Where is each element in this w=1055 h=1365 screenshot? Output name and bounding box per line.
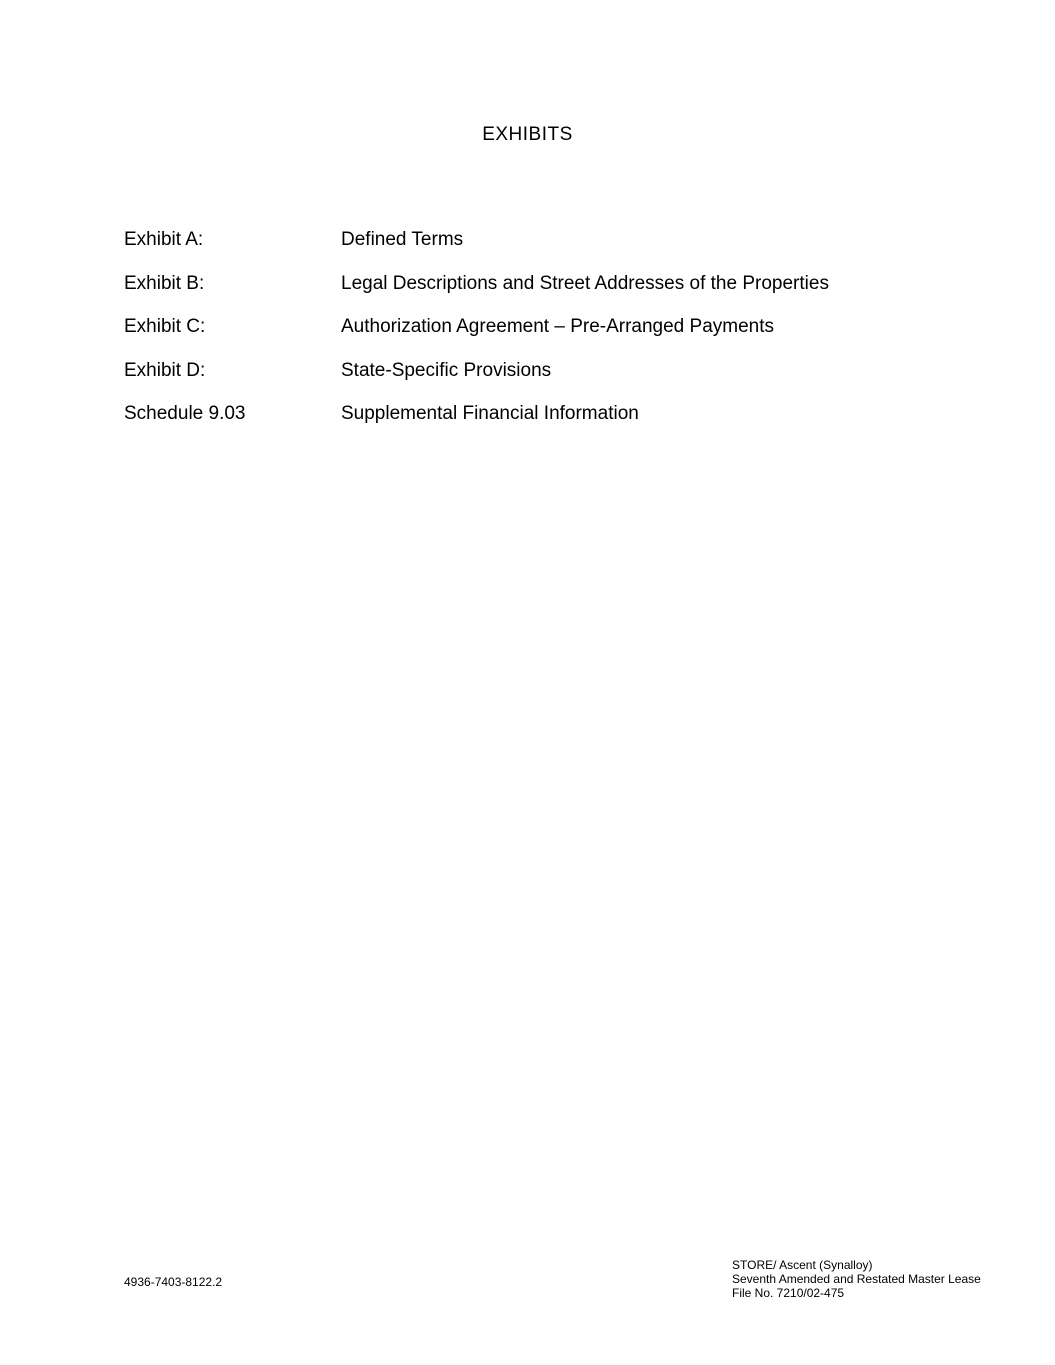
exhibit-label: Exhibit A:: [124, 229, 204, 250]
exhibit-row-schedule-9-03: [124, 402, 984, 446]
footer-line-file-number: File No. 7210/02-475: [732, 1286, 845, 1300]
footer-info: [732, 1258, 981, 1300]
exhibit-description: Authorization Agreement – Pre-Arranged Payments: [341, 316, 775, 337]
exhibit-description: State-Specific Provisions: [341, 359, 552, 381]
exhibit-label: Exhibit D:: [124, 359, 206, 381]
footer-line-parties: STORE/ Ascent (Synalloy): [732, 1258, 873, 1272]
exhibit-label: Exhibit B:: [124, 272, 205, 294]
exhibit-description: Defined Terms: [341, 229, 464, 250]
exhibit-row-b: [124, 272, 984, 316]
exhibit-description: Legal Descriptions and Street Addresses of the Properties: [341, 272, 829, 294]
exhibit-description: Supplemental Financial Information: [341, 403, 639, 424]
exhibit-label: Exhibit C:: [124, 316, 206, 337]
exhibit-row-d: [124, 359, 984, 403]
footer-document-id: 4936-7403-8122.2: [124, 1275, 223, 1289]
exhibit-list: [124, 228, 984, 446]
exhibit-label: Schedule 9.03: [124, 403, 246, 424]
page-title: EXHIBITS: [482, 124, 573, 145]
exhibit-row-a: [124, 228, 984, 272]
exhibit-row-c: [124, 315, 984, 359]
footer-line-document-name: Seventh Amended and Restated Master Lease: [732, 1272, 981, 1286]
